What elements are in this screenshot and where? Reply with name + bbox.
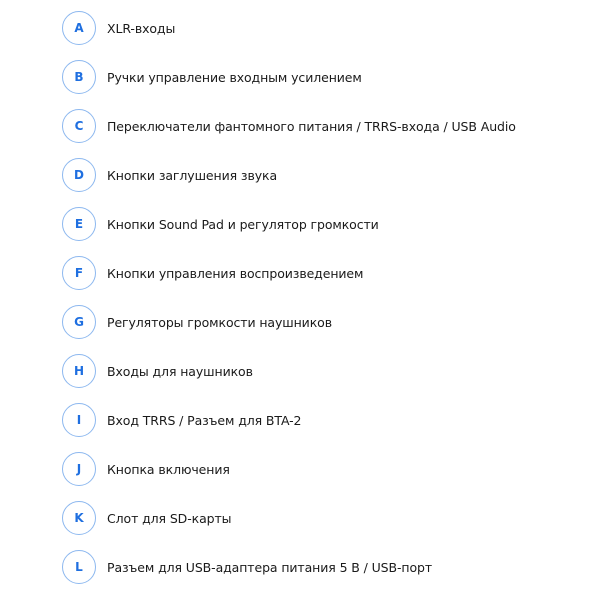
letter-badge — [62, 403, 96, 437]
badge-letter: F — [74, 266, 84, 280]
badge-letter: A — [74, 21, 84, 35]
letter-badge — [62, 207, 96, 241]
legend-label: Кнопки Sound Pad и регулятор громкости — [107, 217, 379, 232]
legend-item-k — [62, 501, 516, 550]
badge-letter: H — [73, 364, 85, 378]
badge-letter: C — [74, 119, 84, 133]
legend-item-a — [62, 11, 516, 60]
letter-badge — [62, 60, 96, 94]
legend-item-f — [62, 256, 516, 305]
letter-badge — [62, 305, 96, 339]
letter-badge — [62, 452, 96, 486]
legend-label: Переключатели фантомного питания / TRRS-входа / USB Audio — [107, 119, 516, 134]
legend-label: Ручки управление входным усилением — [107, 70, 362, 85]
letter-badge — [62, 11, 96, 45]
badge-letter: D — [74, 168, 84, 182]
letter-badge — [62, 501, 96, 535]
legend-label: Слот для SD-карты — [107, 511, 232, 526]
legend-item-e — [62, 207, 516, 256]
legend-label: XLR-входы — [107, 21, 176, 36]
legend-item-j — [62, 452, 516, 501]
badge-letter: I — [76, 413, 82, 427]
legend-label: Кнопка включения — [107, 462, 230, 477]
letter-badge — [62, 109, 96, 143]
badge-letter: K — [74, 511, 84, 525]
legend-label: Вход TRRS / Разъем для BTA-2 — [107, 413, 302, 428]
legend-label: Разъем для USB-адаптера питания 5 В / USB-порт — [107, 560, 433, 575]
legend-label: Входы для наушников — [107, 364, 253, 379]
legend-label: Кнопки управления воспроизведением — [107, 266, 364, 281]
badge-letter: B — [74, 70, 84, 84]
legend-item-d — [62, 158, 516, 207]
legend-item-c — [62, 109, 516, 158]
legend-label: Кнопки заглушения звука — [107, 168, 278, 183]
badge-letter: L — [75, 560, 83, 574]
letter-badge — [62, 158, 96, 192]
legend-item-h — [62, 354, 516, 403]
legend-label: Регуляторы громкости наушников — [107, 315, 332, 330]
letter-badge — [62, 550, 96, 584]
legend-item-i — [62, 403, 516, 452]
letter-badge — [62, 256, 96, 290]
legend-item-g — [62, 305, 516, 354]
badge-letter: G — [74, 315, 84, 329]
letter-badge — [62, 354, 96, 388]
legend-item-b — [62, 60, 516, 109]
badge-letter: E — [74, 217, 84, 231]
badge-letter: J — [76, 462, 82, 476]
component-legend — [62, 11, 516, 599]
legend-item-l — [62, 550, 516, 599]
